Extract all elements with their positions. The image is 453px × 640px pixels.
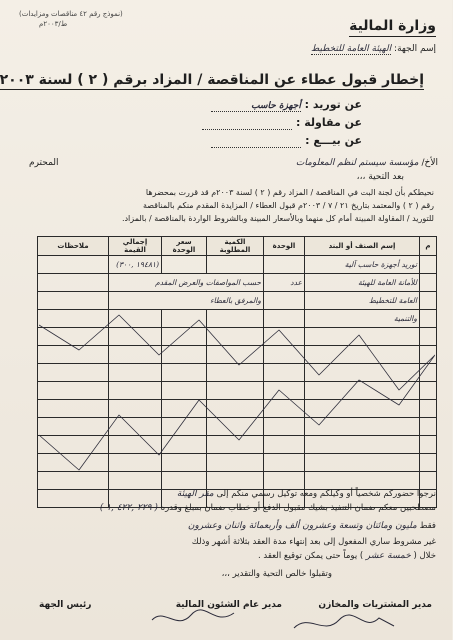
contract-line: عن مقاولة : [203,116,363,130]
addressee-line: الأخ/ مؤسسة سيستم لنظم المعلومات [296,158,439,168]
row1-total: (١٩٤٨١ ,٣٠٠) [110,256,163,274]
row4-item: والتنمية [306,310,421,328]
body-line-2: رقم ( ٢ ) والمعتمد بتاريخ ٢١ / ٧ / ٢٠٠٣م قبول العطاء / المزايدة المقدم منكم بالمناقصة [143,201,435,210]
document-title [0,72,425,88]
signature-finance: مدير عام الشئون المالية [176,600,283,610]
footer-amount: ( ٢٢٩ ,٤٢٢ ,١ ) [100,503,159,513]
row2-unit: عدد [265,274,306,292]
greeting: بعد التحية ،،، [357,172,405,182]
addressee-value: مؤسسة سيستم لنظم المعلومات [296,158,420,168]
col-unit: الوحدة [265,237,306,256]
respected: المحترم [30,158,60,168]
row3-item: العامة للتخطيط [306,292,421,310]
footer-line-2: مصطحبين معكم ضمان التنفيذ بشيك مقبول الدفع أو خطاب ضمان بمبلغ وقدره ( ٢٢٩ ,٤٢٢ ,١ ) [100,503,437,513]
col-total: إجمالي القيمة [110,237,163,256]
col-unit-price: سعر الوحدة [163,237,208,256]
footer-line3-hw: مليون ومائتان وتسعة وعشرون ألف وأربعمائة واثنان وعشرون [188,521,418,531]
entity-label: إسم الجهة: [395,44,437,54]
cancel-zigzag-mark [40,295,436,480]
row1-item: توريد أجهزة حاسب آلية [306,256,421,274]
ministry-name: وزارة المالية [350,18,437,34]
table-header-row [39,237,438,256]
sale-value [212,134,302,148]
title-text: إخطار قبول عطاء عن المناقصة / المزاد برقم ( ٢ ) لسنة ٢٠٠٣ [0,72,425,88]
signature-procurement: مدير المشتريات والمخازن [319,600,433,610]
body-line-1: نحيطكم بأن لجنة البت في المناقصة / المزاد رقم ( ٢ ) لسنة ٢٠٠٣م قد قررت بمحضرها [146,188,435,197]
handwritten-signature-2 [150,605,240,633]
contract-value [203,116,293,130]
entity-value: الهيئة العامة للتخطيط [311,44,393,54]
row2-desc: حسب المواصفات والعرض المقدم [110,274,265,292]
form-number: (نموذج رقم ٤٢ مناقصات ومزايدات) [20,10,124,18]
col-item: إسم الصنف أو البند [306,237,421,256]
footer-line-1: نرجوا حضوركم شخصياً أو وكيلكم ومعه توكيل رسمي منكم إلى مقر الهيئة [177,489,437,499]
footer-line-4: غير مشروط ساري المفعول إلى بعد إنتهاء مدة العقد بثلاثة أشهر وذلك [192,537,437,547]
handwritten-signature [290,608,400,638]
col-qty: الكمية المطلوبة [208,237,265,256]
table-row [39,256,438,274]
form-code: ط/٢٠٠٣م [40,20,69,28]
footer-closing: وتقبلوا خالص التحية والتقدير ،،، [222,569,333,579]
table-row [39,274,438,292]
footer-line1-hw: مقر الهيئة [177,489,215,499]
footer-line-3: فقط مليون ومائتان وتسعة وعشرون ألف وأربعمائة واثنان وعشرون [188,521,437,531]
row3-desc: والمرفق بالعطاء [110,292,265,310]
signature-entity-head: رئيس الجهة [40,600,93,610]
entity-line [312,44,437,55]
body-line-3: للتوريد / المقاولة المبينة أمام كل منهما وبالأسعار المبينة وبالشروط الواردة بالمناقصة / بالمزاد. [122,214,435,223]
col-no: م [421,237,438,256]
row2-item: للأمانة العامة للهيئة [306,274,421,292]
footer-line-5: خلال ( خمسة عشر ) يوماً حتى يمكن توقيع العقد . [259,551,437,561]
footer-days: خمسة عشر [366,551,412,561]
letter-body [18,186,435,225]
col-notes: ملاحظات [39,237,110,256]
supply-value: أجهزة حاسب [212,101,302,112]
sale-line: عن بيـــع : [212,134,363,148]
supply-line: عن توريد : أجهزة حاسب [212,98,363,112]
